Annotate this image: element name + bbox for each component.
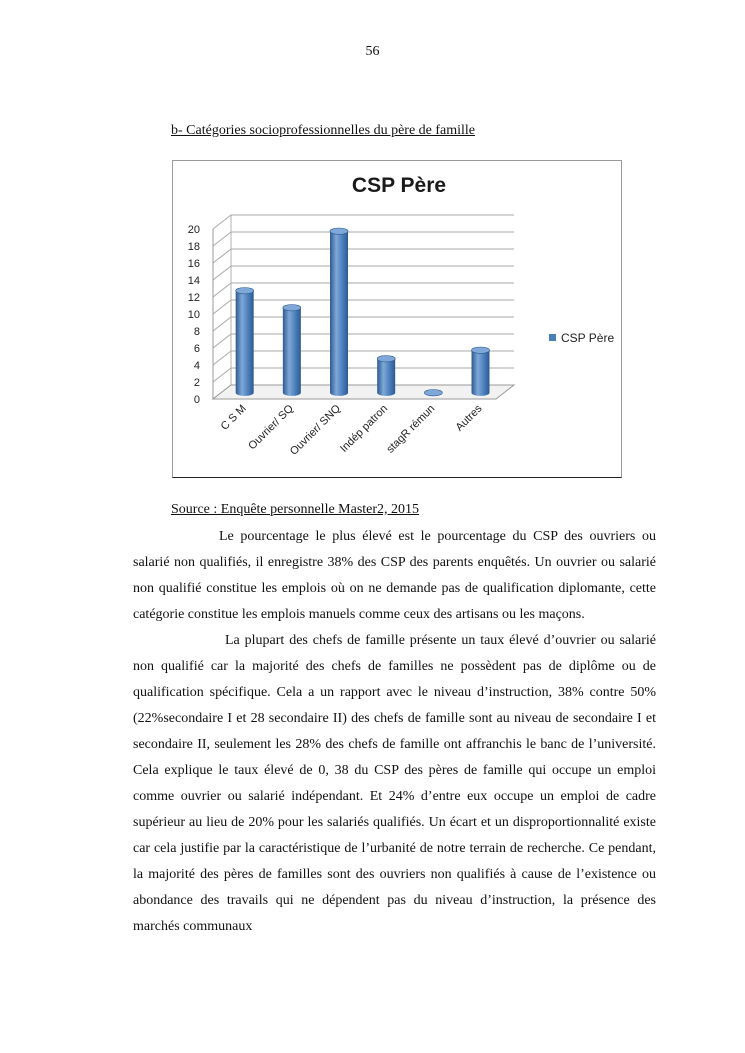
x-tick-label: Autres — [453, 402, 485, 434]
x-tick-label: stagR rémun — [384, 402, 438, 456]
y-tick-label: 20 — [187, 224, 200, 236]
y-tick-label: 8 — [193, 326, 200, 338]
y-tick-label: 4 — [193, 360, 200, 372]
legend — [549, 331, 614, 345]
x-tick-label: C S M — [218, 402, 249, 433]
chart-floor — [213, 385, 514, 399]
x-tick-label: Ouvrier/ SQ — [246, 402, 296, 453]
bar-chart — [173, 161, 623, 479]
bar-body — [377, 359, 395, 396]
bar — [236, 288, 254, 396]
grid-diagonal — [213, 351, 231, 365]
bar-top — [424, 390, 442, 396]
x-axis-ticks — [219, 402, 485, 458]
bar-top — [283, 305, 301, 311]
y-tick-label: 14 — [187, 275, 200, 287]
y-tick-label: 18 — [187, 241, 200, 253]
bar-body — [472, 350, 490, 396]
y-axis-ticks — [188, 224, 200, 406]
page-number: 56 — [365, 44, 380, 59]
y-tick-label: 16 — [187, 258, 200, 270]
x-tick-label: Indép patron — [338, 402, 391, 455]
legend-label: CSP Père — [561, 331, 615, 345]
chart-title: CSP Père — [351, 174, 447, 197]
y-tick-label: 0 — [193, 394, 200, 406]
grid-diagonal — [213, 232, 231, 246]
bar-top — [330, 228, 348, 234]
y-tick-label: 6 — [193, 343, 200, 355]
chart-container — [172, 160, 622, 478]
bar-layer — [236, 228, 490, 396]
grid-diagonal — [213, 300, 231, 314]
legend-swatch — [549, 334, 556, 341]
bar-top — [472, 347, 490, 353]
y-tick-label: 2 — [193, 377, 200, 389]
paragraph-2: La plupart des chefs de famille présente un taux élevé d’ouvrier ou salarié non qualifié car la majorité des chefs de familles ne possèdent pas de diplôme ou de qualification spécifique. Cela a un rapport avec le niveau d’instruction, 38% contre 50% (22%secondaire I et 28 secondaire II) des chefs de famille sont au niveau de secondaire I et secondaire II, seulement les 28% des chefs de famille ont affranchis le banc de l’université. Cela explique le taux élevé de 0, 38 du CSP des pères de famille qui occupe un emploi comme ouvrier ou salarié indépendant. Et 24% d’entre eux occupe un emploi de cadre supérieur au lieu de 20% pour les salariés qualifiés. Un écart et un disproportionnalité existe car cela justifie par la caractéristique de l’urbanité de notre terrain de recherche. Ce pendant, la majorité des pères de familles sont des ouvriers non qualifiés à cause de l’existence ou abondance des travails qui ne dépendent pas du niveau d’instruction, la présence des marchés communaux — [133, 633, 656, 934]
grid-diagonal — [213, 317, 231, 331]
section-heading: b- Catégories socioprofessionnelles du père de famille — [171, 123, 476, 138]
paragraph-1: Le pourcentage le plus élevé est le pourcentage du CSP des ouvriers ou salarié non qualifiés, il enregistre 38% des CSP des parents enquêtés. Un ouvrier ou salarié non qualifié constitue les emplois où on ne demande pas de qualification diplomante, cette catégorie constitue les emplois manuels comme ceux des artisans ou les maçons. — [133, 529, 656, 622]
bar-body — [236, 291, 254, 396]
bar-body — [283, 308, 301, 396]
grid-diagonal — [213, 249, 231, 263]
grid-diagonal — [213, 283, 231, 297]
source-caption: Source : Enquête personnelle Master2, 2015 — [171, 502, 420, 517]
bar — [424, 390, 442, 396]
bar-top — [236, 288, 254, 294]
grid-diagonal — [213, 266, 231, 280]
bar — [377, 356, 395, 396]
y-tick-label: 10 — [187, 309, 200, 321]
bar-body — [330, 231, 348, 396]
grid-layer — [213, 215, 514, 399]
y-tick-label: 12 — [187, 292, 200, 304]
grid-diagonal — [213, 334, 231, 348]
bar — [283, 305, 301, 396]
x-tick-label: Ouvrier/ SNQ — [287, 402, 344, 458]
bar — [472, 347, 490, 396]
grid-diagonal — [213, 215, 231, 229]
bar — [330, 228, 348, 396]
body-text — [133, 524, 656, 940]
bar-top — [377, 356, 395, 362]
grid-diagonal — [213, 368, 231, 382]
